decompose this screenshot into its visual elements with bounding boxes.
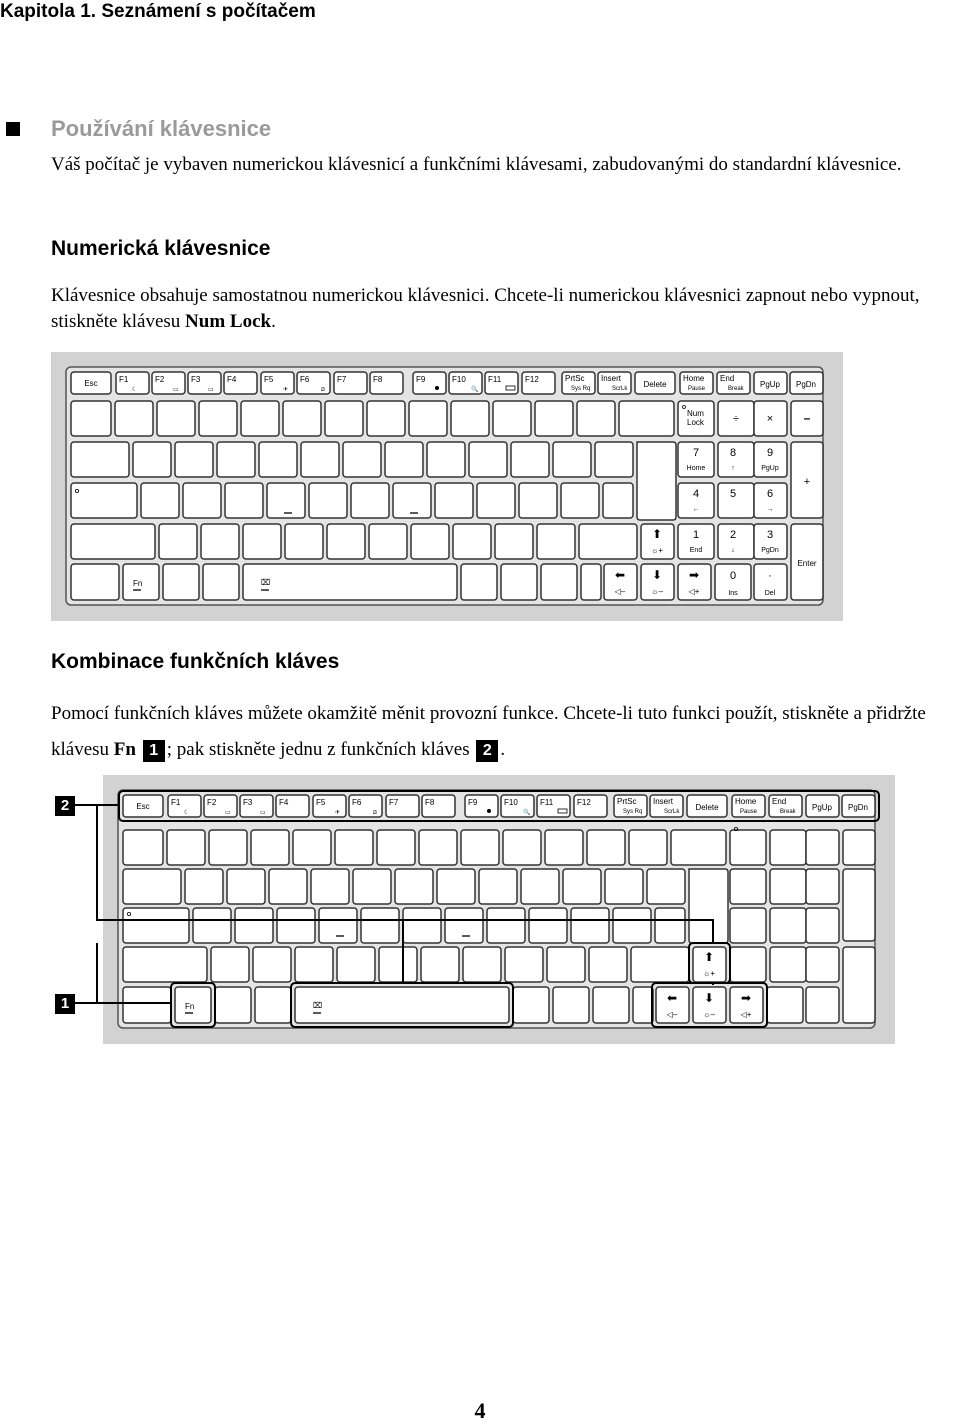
np-6: 6 [766,488,774,500]
svg-text:⧄: ⧄ [373,810,377,816]
kb2-key-f2: F2 [207,798,217,807]
kb2-key-home: Home [735,797,757,806]
key-pgup: PgUp [759,380,781,389]
kb2-key-pause: Pause [740,809,758,815]
svg-text:⬆: ⬆ [703,950,715,964]
kb2-key-f7: F7 [389,798,399,807]
key-minus: – [803,411,811,425]
svg-text:◁–: ◁– [666,1010,678,1019]
kb2-key-f9: F9 [468,798,478,807]
key-lock: Lock [687,418,704,427]
key-f1: F1 [119,375,129,384]
kb2-key-insert: Insert [653,797,674,806]
key-scrlk: ScrLk [612,386,628,392]
badge-2: 2 [476,740,498,762]
kb2-key-f12: F12 [577,798,591,807]
svg-text:◁+: ◁+ [688,587,700,596]
key-multiply: × [766,413,774,425]
kb2-key-f3: F3 [243,798,253,807]
svg-text:☼–: ☼– [703,1010,715,1019]
np-5: 5 [729,488,737,500]
np-sub-ins: Ins [728,590,738,597]
svg-text:✈: ✈ [283,387,289,393]
callout-1: 1 [55,994,75,1014]
key-f7: F7 [337,375,347,384]
svg-text:☾: ☾ [132,387,138,393]
svg-text:➡: ➡ [688,568,700,582]
kb2-key-sysrq: Sys Rq [623,809,643,815]
key-divide: ÷ [732,413,740,425]
bullet-square-icon [6,122,20,136]
svg-text:🔍: 🔍 [523,810,531,816]
np-9: 9 [766,447,774,459]
kb2-key-esc: Esc [136,802,150,811]
svg-text:☼+: ☼+ [702,969,716,978]
section-title: Používání klávesnice [51,116,272,141]
key-prtsc: PrtSc [565,374,585,383]
np-sub-del: Del [764,590,776,597]
key-f12: F12 [525,375,539,384]
key-f10: F10 [452,375,466,384]
np-sub-home: Home [686,465,706,472]
key-esc: Esc [84,379,98,388]
numlock-key-name: Num Lock [185,311,272,332]
np-sub-pgup: PgUp [761,465,779,472]
section-intro: Váš počítač je vybaven numerickou klávesnicí a funkčními klávesami, zabudovanými do standardní klávesnice. [51,154,902,175]
kb2-key-fn: Fn [185,1002,195,1011]
key-f5: F5 [264,375,274,384]
svg-text:⬅: ⬅ [614,568,626,582]
svg-text:☼–: ☼– [651,587,663,596]
kb2-key-pgdn: PgDn [847,803,869,812]
np-sub-left: ← [692,506,700,513]
key-num: Num [687,409,704,418]
np-3: 3 [766,529,774,541]
np-sub-end: End [689,547,703,554]
kb2-key-prtsc: PrtSc [617,797,637,806]
svg-text:➡: ➡ [740,991,752,1005]
combo-text-1: Pomocí funkčních kláves můžete okamžitě měnit provozní funkce. Chcete-li tuto funkci použít, stiskněte a přidržte klávesu [51,703,926,760]
numeric-text-2: . [271,311,276,332]
key-fn: Fn [133,579,143,588]
key-pause: Pause [688,386,706,392]
np-dot: · [768,570,772,582]
np-0: 0 [729,570,737,582]
key-f11: F11 [488,375,502,384]
svg-text:☾: ☾ [184,810,190,816]
np-sub-pgdn: PgDn [761,547,779,554]
svg-text:⌧: ⌧ [313,1001,323,1010]
numeric-keypad-heading: Numerická klávesnice [51,237,271,260]
kb2-key-f5: F5 [316,798,326,807]
svg-text:✈: ✈ [335,810,341,816]
combo-text-3: . [500,739,506,760]
fn-combo-heading: Kombinace funkčních kláves [51,650,340,673]
svg-text:⬇: ⬇ [703,991,715,1005]
svg-text:▭: ▭ [173,387,179,393]
kb2-key-delete: Delete [695,803,719,812]
svg-text:🔍: 🔍 [471,387,479,393]
kb2-key-break: Break [780,809,796,815]
key-f9: F9 [416,375,426,384]
np-2: 2 [729,529,737,541]
kb2-key-pgup: PgUp [811,803,833,812]
svg-text:☼+: ☼+ [650,546,664,555]
kb2-key-f8: F8 [425,798,435,807]
svg-text:⧄: ⧄ [321,387,325,393]
key-pgdn: PgDn [795,380,817,389]
key-break: Break [728,386,744,392]
key-plus: + [803,476,811,488]
svg-text:⬅: ⬅ [666,991,678,1005]
svg-text:⬆: ⬆ [651,527,663,541]
svg-text:◁–: ◁– [614,587,626,596]
svg-text:▭: ▭ [225,810,231,816]
kb2-key-f6: F6 [352,798,362,807]
callout-2: 2 [55,796,75,816]
kb2-key-f11: F11 [540,798,554,807]
key-insert: Insert [601,374,622,383]
key-end: End [720,374,735,383]
svg-text:▭: ▭ [208,387,214,393]
page-number: 4 [474,1398,486,1423]
kb2-key-f1: F1 [171,798,181,807]
key-enter: Enter [797,559,817,568]
badge-1: 1 [143,740,165,762]
numeric-keypad-paragraph [51,283,956,335]
kb2-key-scrlk: ScrLk [664,809,680,815]
combo-text-2: ; pak stiskněte jednu z funkčních kláves [166,739,475,760]
np-sub-right: → [766,506,774,513]
key-home: Home [683,374,705,383]
numeric-text-1: Klávesnice obsahuje samostatnou numerickou klávesnici. Chcete-li numerickou klávesnici zapnout nebo vypnout, stiskněte klávesu [51,285,920,332]
key-f2: F2 [155,375,165,384]
np-7: 7 [692,447,700,459]
kb2-key-end: End [772,797,787,806]
key-f4: F4 [227,375,237,384]
np-sub-up: ↑ [731,465,735,472]
svg-text:◁+: ◁+ [740,1010,752,1019]
key-delete: Delete [643,380,667,389]
chapter-header: Kapitola 1. Seznámení s počítačem [0,1,316,22]
kb2-key-f4: F4 [279,798,289,807]
fn-combo-paragraph [51,696,956,768]
svg-text:⬇: ⬇ [651,568,663,582]
callout-lines [0,775,960,1044]
svg-text:▭: ▭ [260,810,266,816]
key-f6: F6 [300,375,310,384]
fn-key-name: Fn [113,739,136,760]
key-f8: F8 [373,375,383,384]
np-4: 4 [692,488,700,500]
key-f3: F3 [191,375,201,384]
kb2-key-f10: F10 [504,798,518,807]
key-sysrq: Sys Rq [571,386,591,392]
np-8: 8 [729,447,737,459]
keyboard-diagram-full [51,352,843,621]
svg-text:⌧: ⌧ [261,578,271,587]
np-sub-down: ↓ [731,547,735,554]
np-1: 1 [692,529,700,541]
